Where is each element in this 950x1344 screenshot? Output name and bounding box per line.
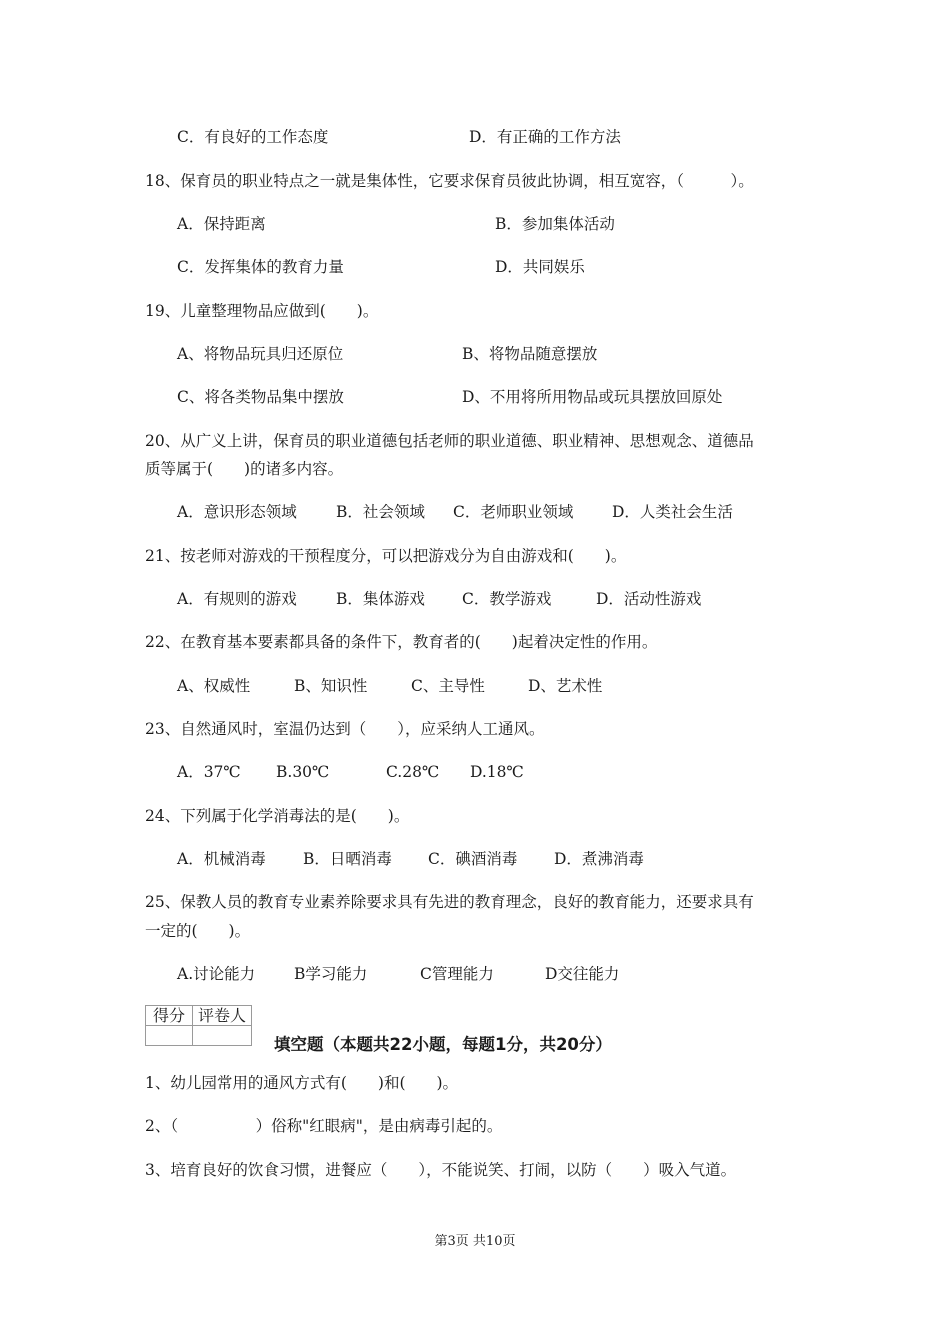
- q23-option-d: D.18℃: [470, 763, 524, 781]
- fill-q1: 1、幼儿园常用的通风方式有( )和( )。: [145, 1074, 459, 1092]
- q22-option-c: C、主导性: [411, 677, 485, 695]
- q23-option-c: C.28℃: [386, 763, 440, 781]
- q23-stem: 23、自然通风时，室温仍达到（ ），应采纳人工通风。: [145, 720, 545, 738]
- q20-option-d: D．人类社会生活: [612, 503, 733, 521]
- q23-option-b: B.30℃: [276, 763, 330, 781]
- q22-option-d: D、艺术性: [528, 677, 603, 695]
- q18-stem: 18、保育员的职业特点之一就是集体性，它要求保育员彼此协调，相互宽容，（ ）。: [145, 172, 754, 190]
- fill-q3: 3、培育良好的饮食习惯，进餐应（ ），不能说笑、打闹，以防（ ）吸入气道。: [145, 1161, 737, 1179]
- q21-option-d: D．活动性游戏: [596, 590, 702, 608]
- q20-option-a: A．意识形态领域: [177, 503, 297, 521]
- fill-q2: 2、（ ）俗称"红眼病"，是由病毒引起的。: [145, 1117, 503, 1135]
- q21-option-c: C．教学游戏: [462, 590, 552, 608]
- q21-option-a: A．有规则的游戏: [177, 590, 297, 608]
- q21-option-b: B．集体游戏: [336, 590, 425, 608]
- q24-option-a: A．机械消毒: [177, 850, 266, 868]
- reviewer-header: 评卷人: [193, 1006, 252, 1026]
- section-title: 填空题（本题共22小题，每题1分，共20分）: [274, 1035, 612, 1054]
- score-table: [145, 1005, 252, 1046]
- q20-option-c: C．老师职业领域: [453, 503, 574, 521]
- q24-option-b: B．日晒消毒: [303, 850, 392, 868]
- q25-option-b: B学习能力: [294, 965, 368, 983]
- q19-option-c: C、将各类物品集中摆放: [177, 388, 344, 406]
- page-footer: 第3页 共10页: [434, 1234, 516, 1249]
- q18-option-c: C．发挥集体的教育力量: [177, 258, 344, 276]
- q24-option-d: D．煮沸消毒: [554, 850, 644, 868]
- score-header: 得分: [146, 1006, 193, 1026]
- q17-option-d: D．有正确的工作方法: [469, 128, 621, 146]
- q19-option-b: B、将物品随意摆放: [462, 345, 598, 363]
- q19-stem: 19、儿童整理物品应做到( )。: [145, 302, 379, 320]
- q21-stem: 21、按老师对游戏的干预程度分，可以把游戏分为自由游戏和( )。: [145, 547, 627, 565]
- reviewer-cell: [193, 1026, 252, 1046]
- q22-option-a: A、权威性: [177, 677, 251, 695]
- q25-option-a: A.讨论能力: [177, 965, 256, 983]
- q25-option-c: C管理能力: [420, 965, 494, 983]
- q25-stem-line1: 25、保教人员的教育专业素养除要求具有先进的教育理念，良好的教育能力，还要求具有: [145, 893, 754, 911]
- q22-option-b: B、知识性: [294, 677, 368, 695]
- q18-option-a: A．保持距离: [177, 215, 266, 233]
- score-cell: [146, 1026, 193, 1046]
- q22-stem: 22、在教育基本要素都具备的条件下，教育者的( )起着决定性的作用。: [145, 633, 658, 651]
- q25-stem-line2: 一定的( )。: [145, 922, 251, 940]
- q19-option-d: D、不用将所用物品或玩具摆放回原处: [462, 388, 723, 406]
- q17-option-c: C．有良好的工作态度: [177, 128, 329, 146]
- q18-option-b: B．参加集体活动: [495, 215, 615, 233]
- q25-option-d: D交往能力: [545, 965, 620, 983]
- q20-option-b: B．社会领域: [336, 503, 425, 521]
- q20-stem-line1: 20、从广义上讲，保育员的职业道德包括老师的职业道德、职业精神、思想观念、道德品: [145, 432, 754, 450]
- q24-stem: 24、下列属于化学消毒法的是( )。: [145, 807, 410, 825]
- q18-option-d: D．共同娱乐: [495, 258, 585, 276]
- q19-option-a: A、将物品玩具归还原位: [177, 345, 344, 363]
- q20-stem-line2: 质等属于( )的诸多内容。: [145, 460, 344, 478]
- q24-option-c: C．碘酒消毒: [428, 850, 518, 868]
- q23-option-a: A．37℃: [177, 763, 241, 781]
